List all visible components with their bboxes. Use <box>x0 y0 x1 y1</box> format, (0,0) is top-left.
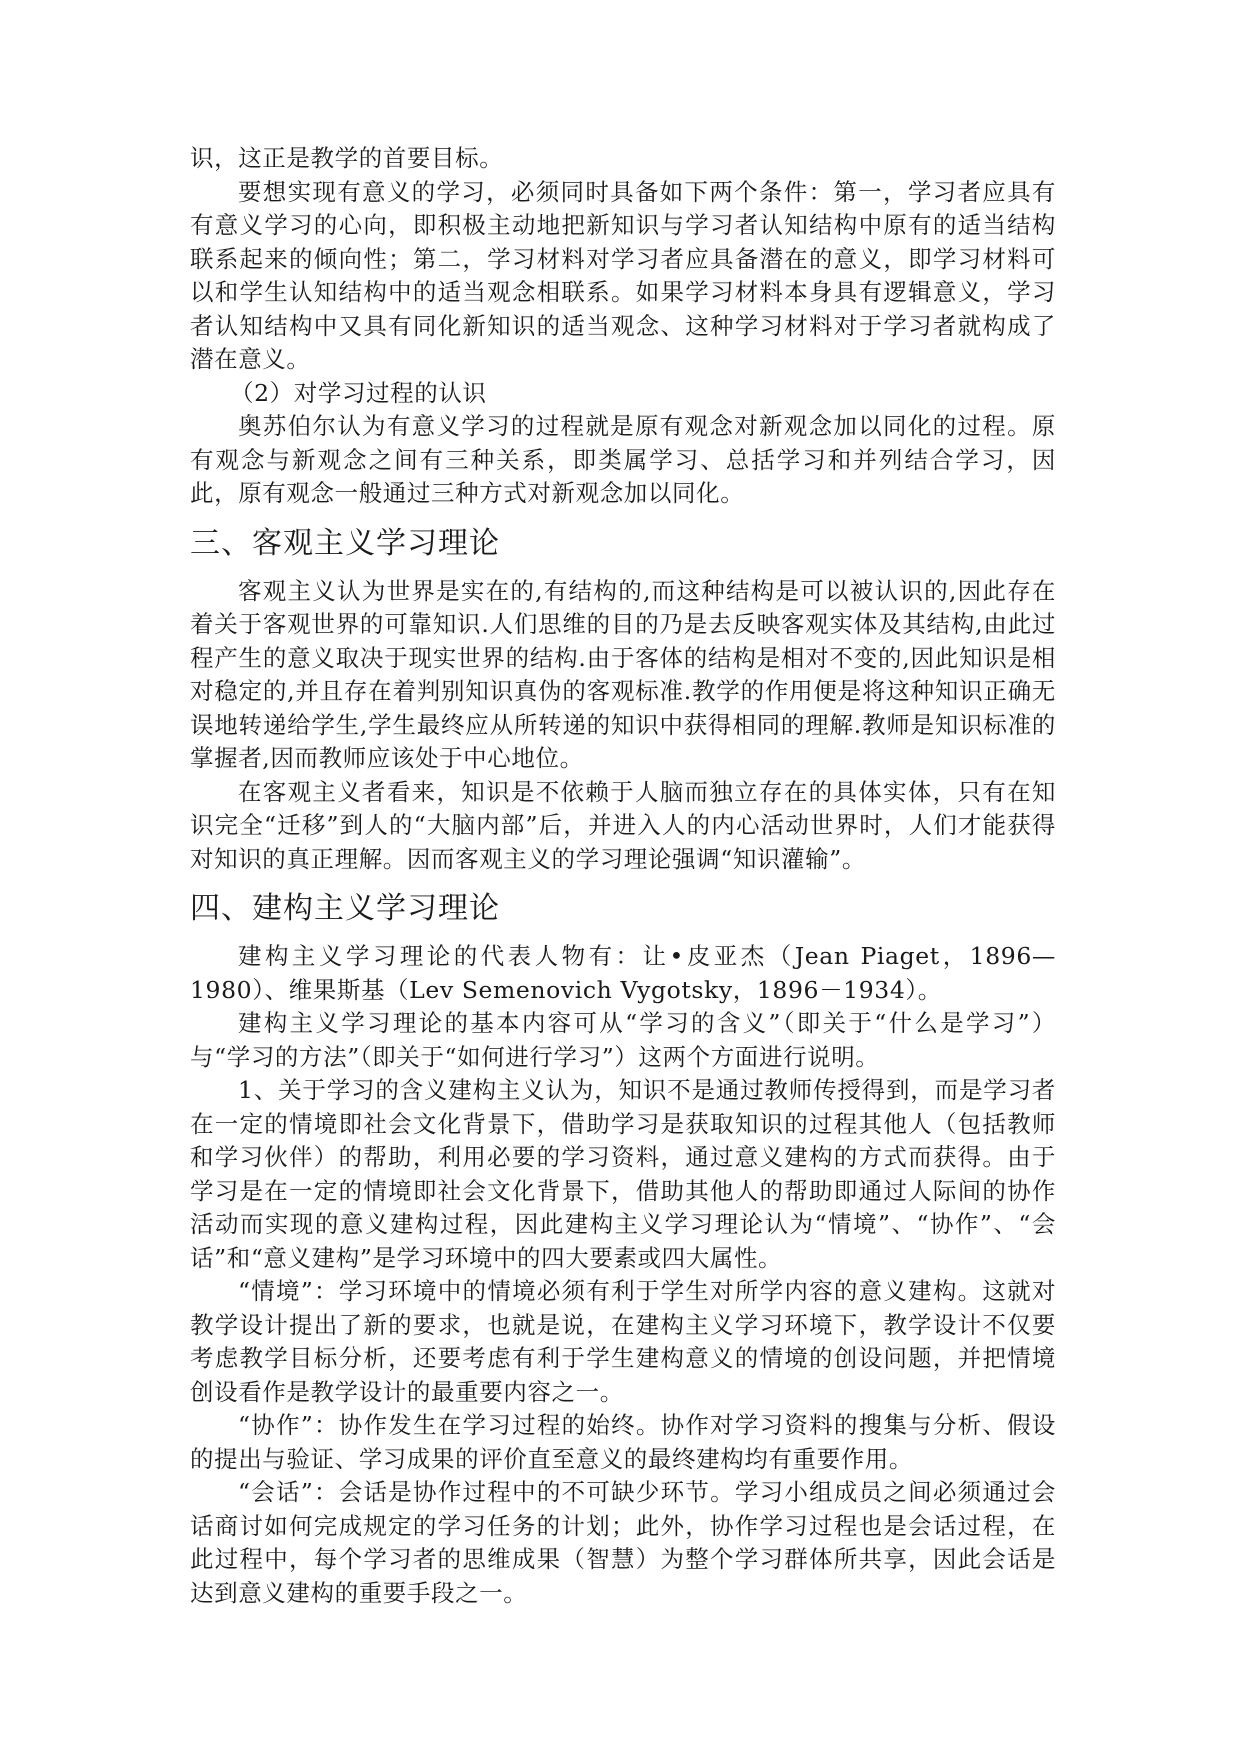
paragraph-objectivism-definition: 客观主义认为世界是实在的,有结构的,而这种结构是可以被认识的,因此存在着关于客观世界的可靠知识.人们思维的目的乃是去反映客观实体及其结构,由此过程产生的意义取决于现实世界的结构.由于客体的结构是相对不变的,因此知识是相对稳定的,并且存在着判别知识真伪的客观标准.教学的作用便是将这种知识正确无误地转递给学生,学生最终应从所转递的知识中获得相同的理解.教师是知识标准的掌握者,因而教师应该处于中心地位。 <box>190 576 1056 772</box>
section-heading-constructivism: 四、建构主义学习理论 <box>190 891 500 926</box>
paragraph-learning-meaning: 1、关于学习的含义建构主义认为，知识不是通过教师传授得到，而是学习者在一定的情境即社会文化背景下，借助学习是获取知识的过程其他人（包括教师和学习伙伴）的帮助，利用必要的学习资料，通过意义建构的方式而获得。由于学习是在一定的情境即社会文化背景下，借助其他人的帮助即通过人际间的协作活动而实现的意义建构过程，因此建构主义学习理论认为“情境”、“协作”、“会话”和“意义建构”是学习环境中的四大要素或四大属性。 <box>190 1076 1056 1272</box>
paragraph-meaningful-learning-conditions: 要想实现有意义的学习，必须同时具备如下两个条件：第一，学习者应具有有意义学习的心向，即积极主动地把新知识与学习者认知结构中原有的适当结构联系起来的倾向性；第二，学习材料对学习者应具备潜在的意义，即学习材料可以和学生认知结构中的适当观念相联系。如果学习材料本身具有逻辑意义，学习者认知结构中又具有同化新知识的适当观念、这种学习材料对于学习者就构成了潜在意义。 <box>190 177 1056 373</box>
section-heading-objectivism: 三、客观主义学习理论 <box>190 525 500 561</box>
document-page <box>190 142 1056 1610</box>
paragraph-constructivism-representatives: 建构主义学习理论的代表人物有：让•皮亚杰（Jean Piaget，1896—1980）、维果斯基（Lev Semenovich Vygotsky，1896－1934）。 <box>190 942 1056 1004</box>
subheading-learning-process: （2）对学习过程的认识 <box>230 378 487 407</box>
paragraph-continuation: 识，这正是教学的首要目标。 <box>190 144 504 172</box>
paragraph-constructivism-content: 建构主义学习理论的基本内容可从“学习的含义”（即关于“什么是学习”）与“学习的方法”（即关于“如何进行学习”）这两个方面进行说明。 <box>190 1009 1056 1071</box>
paragraph-collaboration: “协作”：协作发生在学习过程的始终。协作对学习资料的搜集与分析、假设的提出与验证、学习成果的评价直至意义的最终建构均有重要作用。 <box>190 1411 1056 1473</box>
paragraph-ausubel-assimilation: 奥苏伯尔认为有意义学习的过程就是原有观念对新观念加以同化的过程。原有观念与新观念之间有三种关系，即类属学习、总括学习和并列结合学习，因此，原有观念一般通过三种方式对新观念加以同化。 <box>190 412 1056 507</box>
paragraph-situation: “情境”：学习环境中的情境必须有利于学生对所学内容的意义建构。这就对教学设计提出了新的要求，也就是说，在建构主义学习环境下，教学设计不仅要考虑教学目标分析，还要考虑有利于学生建构意义的情境的创设问题，并把情境创设看作是教学设计的最重要内容之一。 <box>190 1277 1056 1406</box>
paragraph-objectivism-knowledge: 在客观主义者看来，知识是不依赖于人脑而独立存在的具体实体，只有在知识完全“迁移”到人的“大脑内部”后，并进入人的内心活动世界时，人们才能获得对知识的真正理解。因而客观主义的学习理论强调“知识灌输”。 <box>190 777 1056 873</box>
paragraph-conversation: “会话”：会话是协作过程中的不可缺少环节。学习小组成员之间必须通过会话商讨如何完成规定的学习任务的计划；此外，协作学习过程也是会话过程，在此过程中，每个学习者的思维成果（智慧）为整个学习群体所共享，因此会话是达到意义建构的重要手段之一。 <box>190 1478 1056 1607</box>
